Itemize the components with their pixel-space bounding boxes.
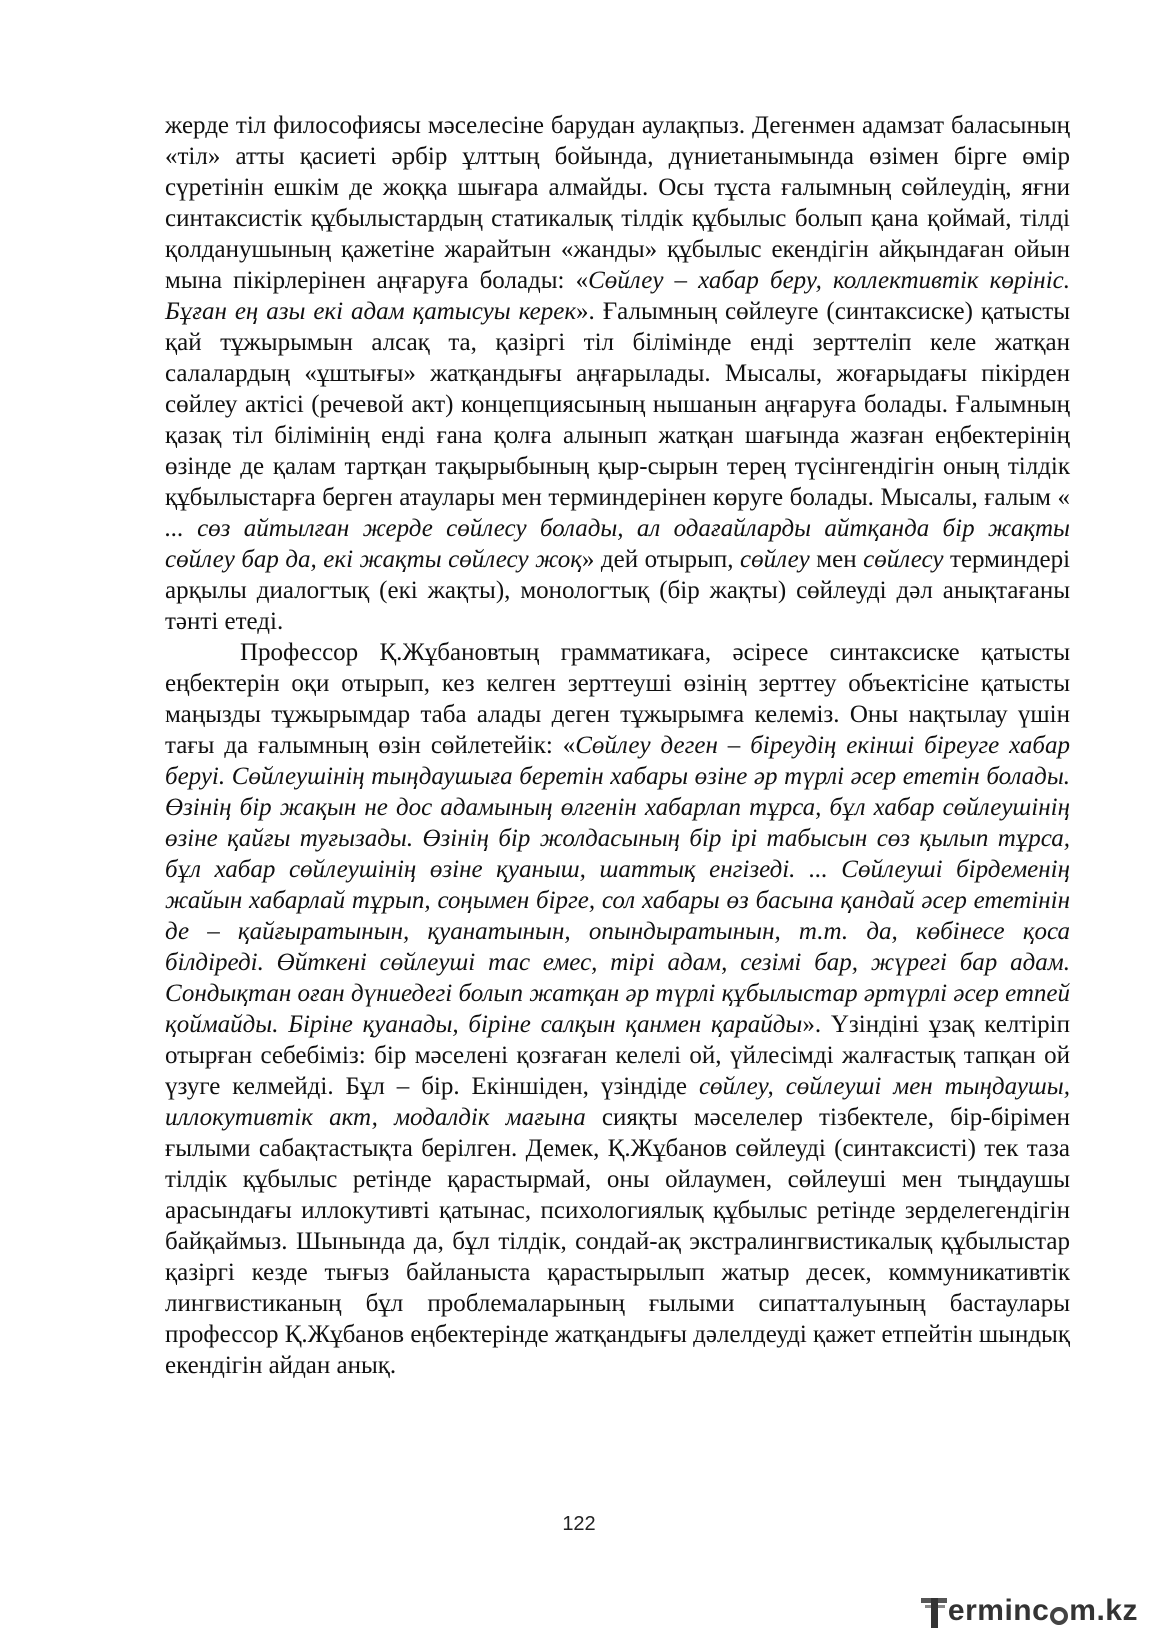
text-segment: мен xyxy=(809,546,864,573)
italic-quote: ... сөз айтылған жерде сөйлесу болады, ал одағайларды айтқанда бір жақты сөйлеу бар да, екі жақты сөйлесу жоқ xyxy=(165,515,1070,573)
watermark-text: erminc xyxy=(947,1594,1050,1627)
body-text xyxy=(165,110,1070,1381)
text-segment: ». Ғалымның сөйлеуге (синтаксиске) қатысты қай тұжырымын алсақ та, қазіргі тіл білімінде енді зерттеліп келе жатқан салалардың «ұштығы» жатқандығы аңғарылады. Мысалы, жоғарыдағы пікірден сөйлеу актісі (речевой акт) концепциясының нышанын аңғаруға болады. Ғалымның қазақ тіл білімінің енді ғана қолға алынып жатқан шағында жазған еңбектерінің өзінде де қалам тартқан тақырыбының қыр-сырын терең түсінгендігін оның тілдік құбылыстарға берген атаулары мен терминдерінен көруге болады. Мысалы, ғалым « xyxy=(165,298,1070,511)
o-circle-icon xyxy=(1050,1607,1068,1625)
text-segment: терминдері арқылы диалогтық (екі жақты), монологтық (бір жақты) сөйлеуді дәл анықтағаны тәнті етеді. xyxy=(165,546,1071,635)
text-segment: сияқты мәселелер тізбектеле, бір-бірімен ғылыми сабақтастықта берілген. Демек, Қ.Жұбанов сөйлеуді (синтаксисті) тек таза тілдік құбылыс ретінде қарастырмай, оны ойлаумен, сөйлеуші мен тыңдаушы арасындағы иллокутивті қатынас, психологиялық құбылыс ретінде зерделегендігін байқаймыз. Шынында да, бұл тілдік, сондай-ақ экстралингвистикалық құбылыстар қазіргі кезде тығыз байланыста қарастырылып жатыр десек, коммуникативтік лингвистиканың бұл проблемаларының ғылыми сипатталуының бастаулары профессор Қ.Жұбанов еңбектерінде жатқандығы дәлелдеуді қажет етпейтін шындық екендігін айдан анық. xyxy=(165,1104,1070,1379)
watermark-domain: m.kz xyxy=(1069,1594,1138,1627)
text-segment: жерде тіл философиясы мәселесіне барудан аулақпыз. Дегенмен адамзат баласының «тіл» атты қасиеті әрбір ұлттың бойында, дүниетанымында өзімен бірге өмір сүретінін ешкім де жоққа шығара алмайды. Осы тұста ғалымның сөйлеудің, яғни синтаксистік құбылыстардың статикалық тілдік құбылыс болып қана қоймай, тілді қолданушының қажетіне жарайтын «жанды» құбылыс екендігін айқындаған ойын мына пікірлерінен аңғаруға болады: « xyxy=(165,112,1070,294)
terminkom-watermark xyxy=(921,1588,1138,1628)
paragraph-1 xyxy=(165,110,1070,637)
t-logo-icon xyxy=(921,1596,947,1628)
text-segment: ». Үзіндіні ұзақ келтіріп отырған себебіміз: бір мәселені қозғаған келелі ой, үйлесімді жалғастық тапқан ой үзуге келмейді. Бұл – бір. Екіншіден, үзіндіде xyxy=(165,1011,1070,1100)
text-segment: Профессор Қ.Жұбановтың грамматикаға, әсіресе синтаксиске қатысты еңбектерін оқи отырып, кез келген зерттеуші өзінің зерттеу объектісіне қатысты маңызды тұжырымдар таба алады деген тұжырымға келеміз. Оны нақтылау үшін тағы да ғалымның өзін сөйлетейік: « xyxy=(165,639,1070,759)
text-segment: » дей отырып, xyxy=(581,546,740,573)
italic-quote: Сөйлеу – хабар беру, коллективтік көрініс. Бұған ең азы екі адам қатысуы керек xyxy=(165,267,1070,325)
italic-term: сөйлеу, сөйлеуші мен тыңдаушы, иллокутивтік акт, модалдік мағына xyxy=(165,1073,1070,1131)
italic-term: сөйлеу xyxy=(739,546,810,573)
italic-term: сөйлесу xyxy=(863,546,944,573)
page-number: 122 xyxy=(562,1513,596,1535)
paragraph-2 xyxy=(165,637,1070,1381)
italic-quote: Сөйлеу деген – біреудің екінші біреуге хабар беруі. Сөйлеушінің тыңдаушыға беретін хабары өзіне әр түрлі әсер ететін болады. Өзінің бір жақын не дос адамының өлгенін хабарлап тұрса, бұл хабар сөйлеушінің өзіне қайғы туғызады. Өзінің бір жолдасының бір ірі табысын сөз қылып тұрса, бұл хабар сөйлеушінің өзіне қуаныш, шаттық енгізеді. ... Сөйлеуші бірдеменің жайын хабарлай тұрып, соңымен бірге, сол хабары өз басына қандай әсер ететінін де – қайғыратынын, қуанатынын, опындыратынын, т.т. да, көбінесе қоса білдіреді. Өйткені сөйлеуші тас емес, тірі адам, сезімі бар, жүрегі бар адам. Сондықтан оған дүниедегі болып жатқан әр түрлі құбылыстар әртүрлі әсер етпей қоймайды. Біріне қуанады, біріне салқын қанмен қарайды xyxy=(165,732,1070,1038)
